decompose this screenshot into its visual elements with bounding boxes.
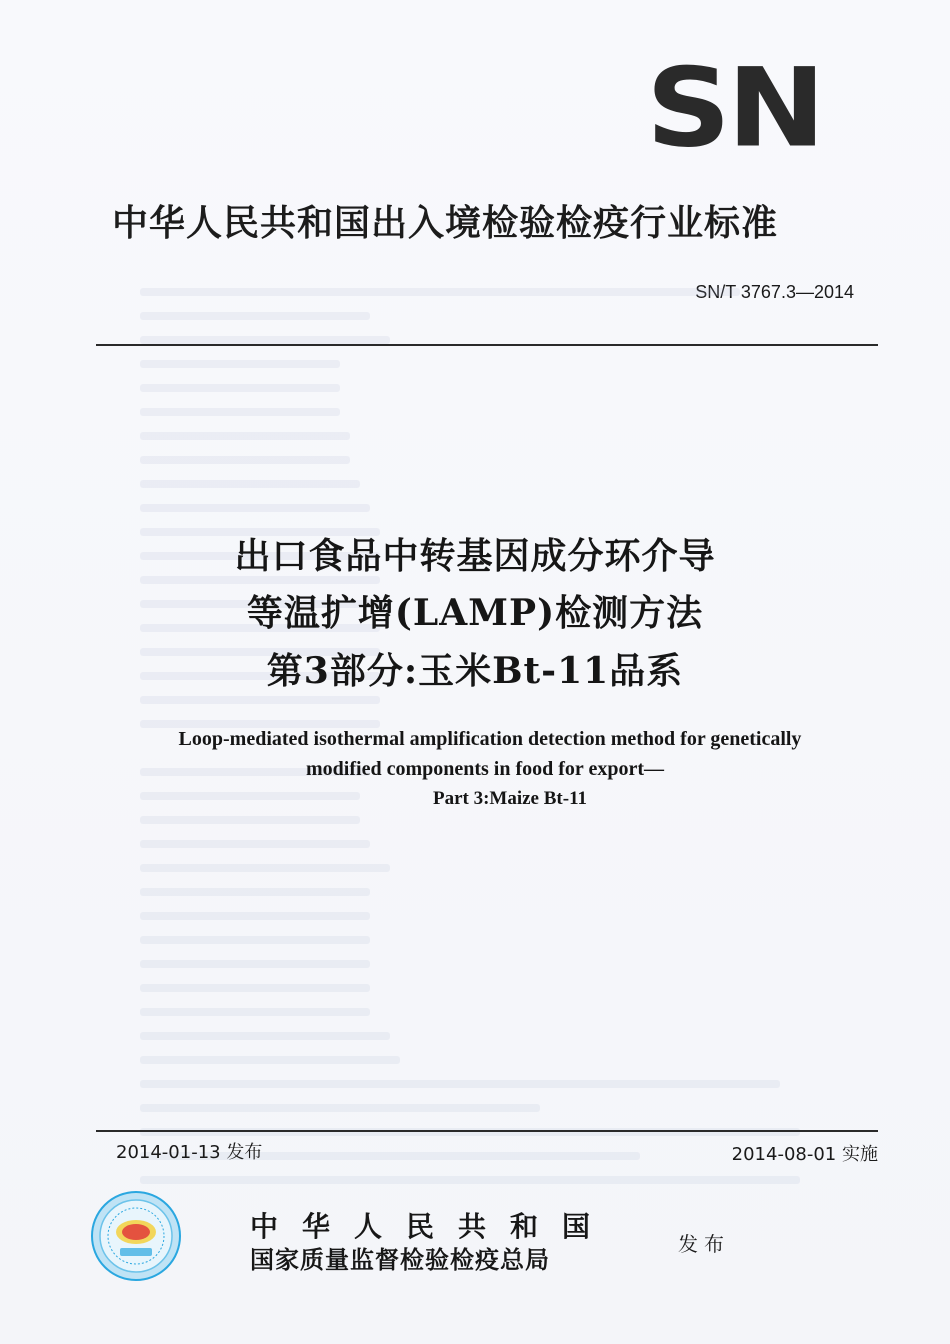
title-en-line3: Part 3:Maize Bt-11 bbox=[432, 788, 588, 809]
issue-word: 发布 bbox=[678, 1232, 730, 1256]
standard-category-title: 中华人民共和国出入境检验检疫行业标准 bbox=[112, 203, 779, 244]
bottom-divider bbox=[96, 1130, 878, 1132]
title-cn-line3: 第3部分:玉米Bt-11品系 bbox=[266, 650, 684, 692]
top-divider bbox=[96, 344, 878, 346]
issue-date: 2014-01-13 发布 bbox=[116, 1142, 263, 1163]
anti-counterfeit-seal-icon bbox=[90, 1190, 182, 1282]
title-en-line2: modified components in food for export— bbox=[306, 758, 664, 780]
sn-logo: SN bbox=[646, 44, 822, 172]
issuer-block bbox=[250, 1210, 670, 1276]
title-cn-line1: 出口食品中转基因成分环介导 bbox=[234, 536, 716, 577]
bleed-through-texture bbox=[140, 282, 840, 1222]
issuer-line1: 中华人民共和国 bbox=[250, 1210, 615, 1243]
issuer-line2: 国家质量监督检验检疫总局 bbox=[250, 1245, 550, 1274]
implement-date: 2014-08-01 实施 bbox=[731, 1144, 878, 1165]
standard-number: SN/T 3767.3—2014 bbox=[695, 282, 854, 302]
title-en-line1: Loop-mediated isothermal amplification detection method for genetically bbox=[178, 728, 802, 750]
title-cn-line2: 等温扩增(LAMP)检测方法 bbox=[246, 592, 704, 634]
